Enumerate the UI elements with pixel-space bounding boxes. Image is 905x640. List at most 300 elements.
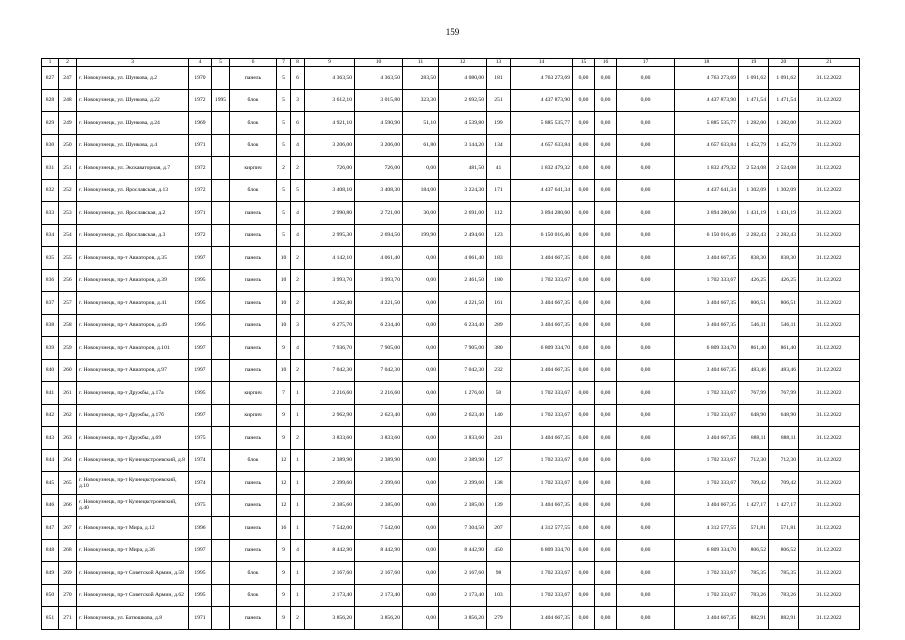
table-cell: 12 xyxy=(277,449,291,472)
table-cell: 4 437 873,90 xyxy=(511,89,573,112)
table-cell: 2 691,00 xyxy=(439,202,487,225)
address-cell: г. Новокузнецк, пр-т Кузнецкстроевский, д.40 xyxy=(77,494,189,517)
table-cell: 1 702 333,67 xyxy=(675,584,739,607)
table-cell xyxy=(212,247,230,270)
table-cell: 3 408,10 xyxy=(305,179,355,202)
table-cell: 0,00 xyxy=(595,269,617,292)
table-cell: 6 150 016,46 xyxy=(675,224,739,247)
table-cell: 0,00 xyxy=(403,607,439,630)
table-cell xyxy=(212,292,230,315)
table-cell: 1995 xyxy=(189,584,212,607)
column-number: 20 xyxy=(769,59,799,67)
address-cell: г. Новокузнецк, пр-т Авиаторов, д.97 xyxy=(77,359,189,382)
table-cell: 3 404 667,35 xyxy=(511,359,573,382)
table-cell: 806,51 xyxy=(769,292,799,315)
table-cell: 3 404 667,35 xyxy=(511,314,573,337)
table-cell: 834 xyxy=(42,224,59,247)
table-cell: 882,91 xyxy=(739,607,769,630)
table-cell: 0,00 xyxy=(617,494,675,517)
table-cell: 2 623,40 xyxy=(355,404,403,427)
table-cell: блок xyxy=(230,179,277,202)
table-cell: 0,00 xyxy=(573,269,595,292)
column-number: 19 xyxy=(739,59,769,67)
table-cell: 7 042,30 xyxy=(355,359,403,382)
address-cell: г. Новокузнецк, пр-т Авиаторов, д.39 xyxy=(77,269,189,292)
table-row xyxy=(42,202,860,225)
table-row xyxy=(42,359,860,382)
table-cell: 3 404 667,35 xyxy=(511,494,573,517)
table-cell xyxy=(212,449,230,472)
table-cell: 3 408,30 xyxy=(355,179,403,202)
address-cell: г. Новокузнецк, пр-т Мира, д.12 xyxy=(77,517,189,540)
table-cell: 0,00 xyxy=(617,292,675,315)
table-cell: 1 xyxy=(291,494,305,517)
table-cell: 268 xyxy=(59,539,77,562)
table-cell: 251 xyxy=(59,157,77,180)
table-cell: 835 xyxy=(42,247,59,270)
table-cell: 726,00 xyxy=(355,157,403,180)
table-cell: 3 856,20 xyxy=(439,607,487,630)
table-cell: 4 080,00 xyxy=(439,67,487,90)
address-cell: г. Новокузнецк, пр-т Авиаторов, д.35 xyxy=(77,247,189,270)
table-cell: 1 091,62 xyxy=(769,67,799,90)
table-cell: 2 494,60 xyxy=(439,224,487,247)
table-cell: 3 404 667,35 xyxy=(511,607,573,630)
table-cell: 3 993,70 xyxy=(355,269,403,292)
table-cell: 0,00 xyxy=(573,134,595,157)
table-cell: 2 524,08 xyxy=(769,157,799,180)
table-cell: 712,30 xyxy=(739,449,769,472)
table-cell: 270 xyxy=(59,584,77,607)
table-cell: 265 xyxy=(59,472,77,495)
table-cell: 0,00 xyxy=(573,292,595,315)
table-cell: 2 xyxy=(277,157,291,180)
table-cell: 31.12.2022 xyxy=(799,562,860,585)
table-cell: 2 xyxy=(291,607,305,630)
table-cell: 0,00 xyxy=(573,449,595,472)
table-cell: 709,42 xyxy=(769,472,799,495)
table-cell: 181 xyxy=(487,67,511,90)
table-cell: 0,00 xyxy=(595,337,617,360)
table-cell: 140 xyxy=(487,404,511,427)
table-cell: 4 061,40 xyxy=(355,247,403,270)
table-cell xyxy=(212,179,230,202)
table-cell: 257 xyxy=(59,292,77,315)
table-cell: 6 234,40 xyxy=(355,314,403,337)
table-cell: 7 936,70 xyxy=(305,337,355,360)
table-cell: 2 694,50 xyxy=(355,224,403,247)
table-row xyxy=(42,562,860,585)
table-cell: панель xyxy=(230,224,277,247)
table-cell: 31.12.2022 xyxy=(799,179,860,202)
table-cell: 50 xyxy=(487,382,511,405)
address-cell: г. Новокузнецк, ул. Шункова, д.22 xyxy=(77,89,189,112)
table-cell xyxy=(212,517,230,540)
table-cell: 838,30 xyxy=(769,247,799,270)
table-cell: 0,00 xyxy=(403,314,439,337)
table-cell: 0,00 xyxy=(573,224,595,247)
address-cell: г. Новокузнецк, ул. Шункова, д.4 xyxy=(77,134,189,157)
table-cell: 0,00 xyxy=(617,89,675,112)
table-cell: 836 xyxy=(42,269,59,292)
table-cell: блок xyxy=(230,562,277,585)
table-cell: 0,00 xyxy=(573,427,595,450)
table-cell: 2 282,43 xyxy=(739,224,769,247)
table-cell: 0,00 xyxy=(403,292,439,315)
table-cell: 1997 xyxy=(189,337,212,360)
table-cell: 0,00 xyxy=(617,337,675,360)
table-cell: 1975 xyxy=(189,427,212,450)
table-cell: панель xyxy=(230,269,277,292)
table-cell: 0,00 xyxy=(403,517,439,540)
table-cell: 9 xyxy=(277,607,291,630)
table-cell: 4 xyxy=(291,202,305,225)
table-cell: 4 657 633,84 xyxy=(511,134,573,157)
table-cell: 2 399,60 xyxy=(305,472,355,495)
table-cell: 4 363,50 xyxy=(305,67,355,90)
table-cell: панель xyxy=(230,517,277,540)
table-cell: 426,25 xyxy=(769,269,799,292)
table-cell: 0,00 xyxy=(617,607,675,630)
table-cell: 241 xyxy=(487,427,511,450)
table-cell: 161 xyxy=(487,292,511,315)
table-cell: 832 xyxy=(42,179,59,202)
table-cell xyxy=(212,67,230,90)
table-cell: 0,00 xyxy=(573,607,595,630)
table-cell: 0,00 xyxy=(595,607,617,630)
table-cell: 7 905,00 xyxy=(439,337,487,360)
table-cell: 2 623,40 xyxy=(439,404,487,427)
table-cell: блок xyxy=(230,449,277,472)
table-cell: 31.12.2022 xyxy=(799,539,860,562)
table-cell: 232 xyxy=(487,359,511,382)
table-cell: 2 173,40 xyxy=(439,584,487,607)
table-cell: 2 389,90 xyxy=(355,449,403,472)
table-cell: панель xyxy=(230,539,277,562)
address-cell: г. Новокузнецк, ул. Экскаваторная, д.7 xyxy=(77,157,189,180)
table-cell: 4 xyxy=(291,134,305,157)
table-cell: панель xyxy=(230,202,277,225)
column-number: 8 xyxy=(291,59,305,67)
table-cell: 546,11 xyxy=(739,314,769,337)
table-cell: 7 xyxy=(277,382,291,405)
table-cell: 1995 xyxy=(189,292,212,315)
table-row xyxy=(42,427,860,450)
table-cell: 258 xyxy=(59,314,77,337)
table-cell: 9 xyxy=(277,337,291,360)
table-cell: панель xyxy=(230,337,277,360)
table-cell: 138 xyxy=(487,472,511,495)
table-cell: 4 xyxy=(291,539,305,562)
table-cell: 31.12.2022 xyxy=(799,112,860,135)
table-cell: 16 xyxy=(277,517,291,540)
table-cell: 10 xyxy=(277,359,291,382)
table-cell: 256 xyxy=(59,269,77,292)
table-cell: 1 832 479,32 xyxy=(675,157,739,180)
table-cell xyxy=(212,112,230,135)
table-cell: 31.12.2022 xyxy=(799,449,860,472)
table-cell: 4 763 273,69 xyxy=(675,67,739,90)
table-cell: 5 xyxy=(291,179,305,202)
table-cell: 31.12.2022 xyxy=(799,607,860,630)
table-cell: 5 xyxy=(277,67,291,90)
table-cell: 2 524,08 xyxy=(739,157,769,180)
table-cell: 1995 xyxy=(189,562,212,585)
table-cell: 255 xyxy=(59,247,77,270)
table-cell: 1995 xyxy=(189,382,212,405)
table-cell: 0,00 xyxy=(573,89,595,112)
table-cell: 1 091,62 xyxy=(739,67,769,90)
table-cell: 0,00 xyxy=(617,382,675,405)
table-cell: 2 167,60 xyxy=(355,562,403,585)
table-cell xyxy=(212,427,230,450)
table-cell: 0,00 xyxy=(573,67,595,90)
table-cell: 0,00 xyxy=(403,449,439,472)
table-cell: 1 702 333,67 xyxy=(675,562,739,585)
table-cell: 3 015,80 xyxy=(355,89,403,112)
address-cell: г. Новокузнецк, пр-т Кузнецкстроевский, д.8 xyxy=(77,449,189,472)
table-cell: 283,50 xyxy=(403,67,439,90)
table-cell: 2 995,30 xyxy=(305,224,355,247)
table-cell: 1970 xyxy=(189,67,212,90)
table-cell: 3 993,70 xyxy=(305,269,355,292)
table-cell: 2 399,60 xyxy=(439,472,487,495)
table-cell: 1 702 333,67 xyxy=(511,382,573,405)
table-cell: 1971 xyxy=(189,607,212,630)
table-cell: 4 221,50 xyxy=(355,292,403,315)
table-cell: 252 xyxy=(59,179,77,202)
table-cell: 1 427,17 xyxy=(739,494,769,517)
table-cell: 5 xyxy=(277,89,291,112)
table-row xyxy=(42,539,860,562)
table-cell: 3 833,60 xyxy=(439,427,487,450)
table-cell: 1 702 333,67 xyxy=(511,269,573,292)
table-cell: 1 702 333,67 xyxy=(675,382,739,405)
table-cell: 6 809 334,70 xyxy=(675,539,739,562)
address-cell: г. Новокузнецк, пр-т Советской Армии, д.62 xyxy=(77,584,189,607)
table-cell: 31.12.2022 xyxy=(799,494,860,517)
table-cell: 0,00 xyxy=(403,494,439,517)
table-cell: 3 833,60 xyxy=(305,427,355,450)
table-cell: 1 302,09 xyxy=(739,179,769,202)
table-cell: 2 389,90 xyxy=(439,449,487,472)
table-cell: 0,00 xyxy=(595,157,617,180)
table-cell: 1 452,79 xyxy=(769,134,799,157)
table-cell: 1995 xyxy=(212,89,230,112)
table-row xyxy=(42,247,860,270)
address-cell: г. Новокузнецк, пр-т Авиаторов, д.101 xyxy=(77,337,189,360)
table-cell: 269 xyxy=(59,562,77,585)
table-cell: кирпич xyxy=(230,157,277,180)
column-number: 12 xyxy=(439,59,487,67)
table-cell: 4 061,40 xyxy=(439,247,487,270)
address-cell: г. Новокузнецк, пр-т Советской Армии, д.58 xyxy=(77,562,189,585)
table-cell xyxy=(212,134,230,157)
table-cell xyxy=(212,269,230,292)
table-cell: 767,99 xyxy=(769,382,799,405)
table-cell xyxy=(212,314,230,337)
table-cell: 3 612,10 xyxy=(305,89,355,112)
table-cell: 7 304,50 xyxy=(439,517,487,540)
table-row xyxy=(42,314,860,337)
table-cell: 31.12.2022 xyxy=(799,247,860,270)
column-number: 1 xyxy=(42,59,59,67)
table-cell: 9 xyxy=(277,404,291,427)
table-cell: кирпич xyxy=(230,382,277,405)
table-cell: 31.12.2022 xyxy=(799,202,860,225)
table-cell: 4 763 273,69 xyxy=(511,67,573,90)
table-cell: панель xyxy=(230,67,277,90)
table-cell: 0,00 xyxy=(403,269,439,292)
table-cell: 3 894 280,60 xyxy=(675,202,739,225)
table-cell: 31.12.2022 xyxy=(799,269,860,292)
table-cell: 1 832 479,32 xyxy=(511,157,573,180)
table-cell: 6 809 334,70 xyxy=(511,539,573,562)
table-cell: 1 471,54 xyxy=(769,89,799,112)
table-cell: 831 xyxy=(42,157,59,180)
table-cell: 134 xyxy=(487,134,511,157)
table-cell: 1971 xyxy=(189,202,212,225)
table-cell: 842 xyxy=(42,404,59,427)
table-cell: 767,99 xyxy=(739,382,769,405)
table-cell: 112 xyxy=(487,202,511,225)
table-cell: 0,00 xyxy=(595,562,617,585)
table-cell: 0,00 xyxy=(403,584,439,607)
table-cell: 3 404 667,35 xyxy=(511,427,573,450)
table-cell: 7 042,30 xyxy=(439,359,487,382)
table-cell: 251 xyxy=(487,89,511,112)
table-cell: 806,52 xyxy=(739,539,769,562)
table-cell: кирпич xyxy=(230,404,277,427)
table-cell: 0,00 xyxy=(403,539,439,562)
table-cell: 0,00 xyxy=(595,494,617,517)
table-cell: панель xyxy=(230,247,277,270)
table-cell: 0,00 xyxy=(595,247,617,270)
table-cell: 6 809 334,70 xyxy=(511,337,573,360)
table-cell: 0,00 xyxy=(595,202,617,225)
table-cell: панель xyxy=(230,314,277,337)
table-cell: 1995 xyxy=(189,269,212,292)
table-cell: 0,00 xyxy=(617,404,675,427)
table-cell xyxy=(212,494,230,517)
table-cell: 3 404 667,35 xyxy=(675,292,739,315)
table-cell: 1 xyxy=(291,382,305,405)
table-cell: 207 xyxy=(487,517,511,540)
column-number: 13 xyxy=(487,59,511,67)
table-cell: 861,40 xyxy=(769,337,799,360)
table-cell: 0,00 xyxy=(595,472,617,495)
table-cell: 0,00 xyxy=(573,539,595,562)
table-cell: 843 xyxy=(42,427,59,450)
column-number: 10 xyxy=(355,59,403,67)
table-cell: 0,00 xyxy=(595,427,617,450)
table-cell: 31.12.2022 xyxy=(799,382,860,405)
table-cell: 2 173,40 xyxy=(355,584,403,607)
table-cell: 171 xyxy=(487,179,511,202)
table-cell: 0,00 xyxy=(617,539,675,562)
table-cell: 4 363,50 xyxy=(355,67,403,90)
table-cell: 0,00 xyxy=(617,472,675,495)
table-cell: 0,00 xyxy=(573,314,595,337)
table-cell: 709,42 xyxy=(739,472,769,495)
table-row xyxy=(42,494,860,517)
table-cell: 806,52 xyxy=(769,539,799,562)
table-cell: 253 xyxy=(59,202,77,225)
table-cell: 6 150 016,46 xyxy=(511,224,573,247)
table-cell: 0,00 xyxy=(617,427,675,450)
table-cell: 2 xyxy=(291,427,305,450)
table-cell: 3 404 667,35 xyxy=(675,427,739,450)
table-cell: 0,00 xyxy=(617,247,675,270)
table-cell: 31.12.2022 xyxy=(799,67,860,90)
table-cell: 31.12.2022 xyxy=(799,224,860,247)
table-row xyxy=(42,449,860,472)
table-cell: 250 xyxy=(59,134,77,157)
column-number: 2 xyxy=(59,59,77,67)
table-cell: 2 xyxy=(291,247,305,270)
table-cell: 31.12.2022 xyxy=(799,404,860,427)
table-cell: 1 xyxy=(291,449,305,472)
table-cell: 260 xyxy=(59,359,77,382)
table-cell: блок xyxy=(230,134,277,157)
table-cell: 1 702 333,67 xyxy=(675,449,739,472)
table-cell: панель xyxy=(230,494,277,517)
table-cell: 4 221,50 xyxy=(439,292,487,315)
address-cell: г. Новокузнецк, пр-т Дружбы, д.17а xyxy=(77,382,189,405)
table-cell: 10 xyxy=(277,314,291,337)
table-cell: 12 xyxy=(277,472,291,495)
table-cell: 1974 xyxy=(189,449,212,472)
address-cell: г. Новокузнецк, ул. Ярославская, д.13 xyxy=(77,179,189,202)
table-cell: 1 431,19 xyxy=(739,202,769,225)
address-cell: г. Новокузнецк, ул. Батюшкова, д.8 xyxy=(77,607,189,630)
table-cell: 4 xyxy=(291,224,305,247)
table-row xyxy=(42,157,860,180)
table-cell: 1 702 333,67 xyxy=(511,584,573,607)
table-cell: 838 xyxy=(42,314,59,337)
table-cell: 123 xyxy=(487,224,511,247)
table-cell: 10 xyxy=(277,292,291,315)
table-cell: 264 xyxy=(59,449,77,472)
table-cell: 0,00 xyxy=(595,89,617,112)
table-cell: 98 xyxy=(487,562,511,585)
table-cell: 31.12.2022 xyxy=(799,134,860,157)
table-cell: 0,00 xyxy=(617,517,675,540)
column-number: 3 xyxy=(77,59,189,67)
table-row xyxy=(42,382,860,405)
table-cell: 5 xyxy=(277,224,291,247)
table-cell: 0,00 xyxy=(595,449,617,472)
table-cell: 9 xyxy=(277,562,291,585)
table-cell: 450 xyxy=(487,539,511,562)
table-cell: 0,00 xyxy=(595,314,617,337)
table-cell: 3 404 667,35 xyxy=(675,607,739,630)
table-cell: 0,00 xyxy=(403,427,439,450)
column-number: 17 xyxy=(617,59,675,67)
table-cell: 271 xyxy=(59,607,77,630)
table-cell: 0,00 xyxy=(573,359,595,382)
table-cell: 5 885 535,77 xyxy=(675,112,739,135)
table-cell: 6 275,70 xyxy=(305,314,355,337)
table-cell: 0,00 xyxy=(617,562,675,585)
table-cell: 1 427,17 xyxy=(769,494,799,517)
table-cell: 180 xyxy=(487,269,511,292)
table-cell: 0,00 xyxy=(573,562,595,585)
table-cell: 1 xyxy=(291,404,305,427)
table-row xyxy=(42,67,860,90)
table-cell: 254 xyxy=(59,224,77,247)
table-cell: 840 xyxy=(42,359,59,382)
